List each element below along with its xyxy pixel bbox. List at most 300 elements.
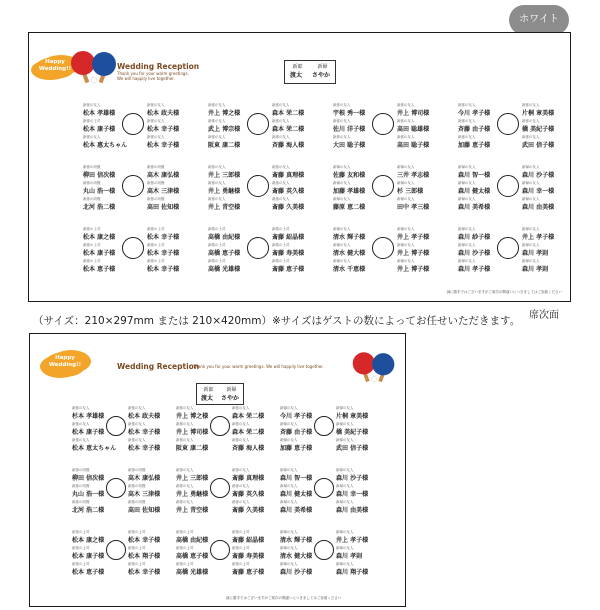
guest-relation: 新郎の友人	[272, 135, 290, 139]
guest-seat	[272, 165, 304, 179]
guest-name: 井上 三郎様	[208, 172, 241, 179]
guest-seat	[232, 422, 264, 436]
guest-relation: 新郎の友人	[458, 119, 476, 123]
guest-seat	[336, 422, 368, 436]
guest-seat	[336, 530, 368, 544]
guest-relation: 新郎の同僚	[128, 500, 146, 504]
guest-name: 斎藤 恵子様	[232, 569, 265, 576]
guest-seat	[397, 259, 429, 273]
guest-seat	[232, 468, 264, 482]
reception-title: Wedding Reception	[117, 62, 200, 71]
guest-name: 松本 幸子様	[128, 429, 161, 436]
guest-name: 井上 勇継様	[208, 188, 241, 195]
table-circle	[122, 237, 144, 259]
guest-name: 斎藤 英久様	[232, 491, 265, 498]
guest-name: 松本 政夫様	[147, 110, 180, 117]
guest-name: 斎藤 寿美様	[272, 250, 305, 257]
footer-note: 誠に勝手ではございますがご席次の間違いにつきましてはご容赦ください	[226, 596, 342, 600]
guest-relation: 新婦の友人	[336, 422, 354, 426]
guest-seat	[232, 530, 264, 544]
guest-name: 井上 孝子様	[397, 234, 430, 241]
guest-seat	[147, 197, 179, 211]
guest-relation: 新婦の友人	[336, 484, 354, 488]
guest-name: 松本 翔子様	[128, 553, 161, 560]
guest-seat	[458, 135, 490, 149]
guest-relation: 新郎の友人	[232, 484, 250, 488]
guest-seat	[280, 484, 312, 498]
guest-seat	[147, 243, 179, 257]
guest-relation: 新婦の友人	[522, 181, 540, 185]
guest-seat	[272, 119, 304, 133]
guest-relation: 新婦の友人	[397, 227, 415, 231]
guest-name: 森川 孝則	[522, 250, 549, 257]
guest-relation: 新婦の友人	[336, 546, 354, 550]
guest-name: 斎藤 恵子様	[272, 266, 305, 273]
guest-relation: 新郎の上司	[176, 562, 194, 566]
guest-seat	[522, 135, 554, 149]
guest-relation: 新婦の友人	[336, 438, 354, 442]
guest-seat	[458, 181, 490, 195]
guest-name: 斉藤 由子様	[458, 126, 491, 133]
thanks-message	[117, 72, 189, 82]
guest-name: 高橋 恵子様	[208, 250, 241, 257]
guest-name: 田中 孝三様	[397, 204, 430, 211]
guest-seat	[397, 197, 429, 211]
guest-relation: 新郎の友人	[272, 165, 290, 169]
guest-name: 高田 佐知様	[128, 507, 161, 514]
guest-seat	[83, 181, 115, 195]
guest-name: 松本 孝雄様	[83, 110, 116, 117]
guest-relation: 新郎の友人	[522, 119, 540, 123]
guest-name: 斎藤 紹晶様	[232, 537, 265, 544]
guest-seat	[176, 562, 208, 576]
guest-relation: 新婦の友人	[458, 197, 476, 201]
guest-name: 阪東 康二様	[176, 445, 209, 452]
guest-seat	[458, 103, 490, 117]
guest-seat	[522, 197, 554, 211]
guest-seat	[147, 165, 179, 179]
guest-relation: 新郎の上司	[72, 546, 90, 550]
guest-name: 斉藤 由子様	[280, 429, 313, 436]
guest-name: 佐川 洋子様	[333, 126, 366, 133]
guest-name: 阪東 康二様	[208, 142, 241, 149]
guest-relation: 新郎の上司	[232, 546, 250, 550]
guest-relation: 新婦の友人	[397, 243, 415, 247]
guest-relation: 新婦の友人	[458, 181, 476, 185]
guest-name: 高橋 恵子様	[176, 553, 209, 560]
guest-seat	[176, 530, 208, 544]
guest-seat	[458, 227, 490, 241]
guest-relation: 新婦の友人	[458, 165, 476, 169]
guest-relation: 新婦の友人	[280, 562, 298, 566]
guest-name: 柳田 信次様	[72, 475, 105, 482]
guest-seat	[83, 243, 115, 257]
guest-name: 松本 幸子様	[147, 142, 180, 149]
guest-seat	[72, 562, 104, 576]
guest-relation: 新郎の友人	[232, 438, 250, 442]
guest-seat	[522, 259, 548, 273]
guest-relation: 新郎の上司	[83, 243, 101, 247]
guest-seat	[272, 135, 304, 149]
guest-seat	[72, 484, 104, 498]
guest-name: 井上 孝子様	[522, 234, 555, 241]
guest-name: 高橋 由紀様	[208, 234, 241, 241]
guest-name: 井上 孝子様	[336, 537, 369, 544]
guest-seat	[176, 438, 208, 452]
guest-seat	[458, 165, 490, 179]
guest-seat	[72, 406, 104, 420]
guest-relation: 新婦の友人	[397, 259, 415, 263]
guest-relation: 新郎の同僚	[72, 500, 90, 504]
guest-relation: 新郎の上司	[147, 259, 165, 263]
guest-relation: 新郎の友人	[176, 468, 194, 472]
guest-name: 井上 青空様	[208, 204, 241, 211]
guest-name: 森川 沙子様	[280, 569, 313, 576]
guest-seat	[280, 422, 312, 436]
guest-seat	[208, 135, 240, 149]
guest-seat	[272, 103, 304, 117]
guest-seat	[336, 484, 368, 498]
guest-seat	[458, 119, 490, 133]
guest-relation: 新郎の友人	[397, 119, 415, 123]
guest-name: 松本 恵子様	[72, 569, 105, 576]
guest-relation: 新婦の友人	[522, 227, 540, 231]
guest-name: 松本 康之様	[83, 234, 116, 241]
guest-seat	[208, 259, 240, 273]
guest-seat	[280, 468, 312, 482]
guest-relation: 新郎の上司	[176, 546, 194, 550]
guest-relation: 新婦の友人	[397, 197, 415, 201]
guest-name: 大田 聡子様	[333, 142, 366, 149]
guest-seat	[176, 422, 208, 436]
guest-relation: 新郎の上司	[128, 530, 146, 534]
guest-relation: 新郎の友人	[333, 103, 351, 107]
guest-relation: 新郎の上司	[83, 259, 101, 263]
guest-relation: 新郎の上司	[72, 562, 90, 566]
guest-name: 井上 博子様	[397, 266, 430, 273]
guest-relation: 新郎の友人	[333, 119, 351, 123]
seating-side-label: 席次面	[529, 310, 559, 321]
table-circle	[106, 540, 126, 560]
guest-relation: 新郎の友人	[128, 406, 146, 410]
guest-name: 斉藤 海人様	[272, 142, 305, 149]
guest-seat	[272, 181, 304, 195]
guest-relation: 新婦の友人	[522, 243, 540, 247]
couple-box	[196, 383, 244, 405]
guest-relation: 新郎の上司	[208, 243, 226, 247]
guest-seat	[458, 259, 490, 273]
guest-seat	[397, 103, 429, 117]
guest-name: 松本 康子様	[72, 553, 105, 560]
guest-seat	[208, 227, 240, 241]
guest-relation: 新婦の友人	[280, 500, 298, 504]
guest-seat	[83, 197, 115, 211]
guest-seat	[232, 546, 264, 560]
ping-pong-paddles-icon	[349, 348, 399, 392]
thanks-message: Thank you for your warm greetings. We will happily live together.	[193, 364, 324, 369]
guest-seat	[208, 165, 240, 179]
guest-seat	[176, 468, 208, 482]
table-circle	[210, 540, 230, 560]
guest-relation: 新郎の友人	[208, 197, 226, 201]
guest-name: 森川 美希様	[458, 204, 491, 211]
guest-name: 井上 博子様	[397, 250, 430, 257]
guest-relation: 新郎の同僚	[128, 468, 146, 472]
guest-relation: 新婦の友人	[280, 546, 298, 550]
guest-seat	[83, 165, 115, 179]
guest-name: 井上 博之様	[208, 110, 241, 117]
guest-name: 井上 博之様	[176, 413, 209, 420]
guest-relation: 新郎の上司	[147, 227, 165, 231]
guest-relation: 新婦の友人	[280, 468, 298, 472]
guest-relation: 新婦の友人	[522, 165, 540, 169]
table-circle	[247, 237, 269, 259]
guest-name: 清水 輝子様	[333, 234, 366, 241]
guest-seat	[522, 119, 554, 133]
table-circle	[122, 113, 144, 135]
guest-relation: 新婦の友人	[280, 438, 298, 442]
guest-name: 北河 浩二様	[83, 204, 116, 211]
guest-seat	[176, 500, 208, 514]
guest-seat	[147, 227, 179, 241]
guest-name: 橋 美紀子様	[522, 126, 555, 133]
guest-relation: 新郎の友人	[176, 438, 194, 442]
guest-name: 森川 沙子様	[336, 475, 369, 482]
bride-label: 新婦	[317, 64, 328, 70]
guest-seat	[280, 562, 312, 576]
guest-name: 森川 沙子様	[458, 250, 491, 257]
guest-relation: 新郎の友人	[272, 103, 290, 107]
guest-seat	[333, 165, 365, 179]
guest-seat	[336, 438, 368, 452]
guest-relation: 新郎の友人	[208, 119, 226, 123]
guest-name: 杉本 孝雄様	[72, 413, 105, 420]
guest-relation: 新郎の友人	[397, 103, 415, 107]
guest-name: 北河 浩二様	[72, 507, 105, 514]
guest-name: 森川 紗子様	[458, 234, 491, 241]
table-circle	[106, 478, 126, 498]
guest-seat	[72, 422, 104, 436]
guest-name: 高田 佐知様	[147, 204, 180, 211]
guest-relation: 新郎の上司	[232, 562, 250, 566]
wedding-label: Wedding!!	[48, 361, 82, 368]
guest-seat	[522, 243, 548, 257]
guest-relation: 新郎の同僚	[72, 468, 90, 472]
guest-name: 藤原 恵二様	[333, 204, 366, 211]
guest-seat	[128, 500, 160, 514]
guest-relation: 新郎の上司	[83, 227, 101, 231]
guest-relation: 新郎の友人	[232, 406, 250, 410]
guest-seat	[208, 197, 240, 211]
guest-name: 井上 勇継様	[176, 491, 209, 498]
table-circle	[497, 175, 519, 197]
color-badge: ホワイト	[509, 5, 569, 35]
seating-chart-portrait	[29, 333, 406, 607]
guest-seat	[147, 135, 179, 149]
guest-relation: 新郎の友人	[397, 135, 415, 139]
guest-name: 柳田 信次様	[83, 172, 116, 179]
table-circle	[122, 175, 144, 197]
guest-name: 武田 信子様	[336, 445, 369, 452]
guest-relation: 新郎の友人	[83, 135, 101, 139]
guest-relation: 新婦の友人	[333, 227, 351, 231]
guest-seat	[232, 438, 264, 452]
guest-relation: 新郎の友人	[458, 103, 476, 107]
guest-name: 斉藤 海人様	[232, 445, 265, 452]
groom-name: 渡太	[289, 72, 302, 79]
guest-seat	[272, 227, 304, 241]
guest-relation: 新郎の上司	[72, 530, 90, 534]
guest-relation: 新婦の友人	[458, 259, 476, 263]
guest-name: 清水 健大様	[333, 250, 366, 257]
guest-name: 杉 三郎様	[397, 188, 424, 195]
guest-relation: 新婦の友人	[397, 181, 415, 185]
guest-seat	[83, 259, 115, 273]
guest-seat	[83, 135, 127, 149]
guest-relation: 新郎の友人	[208, 103, 226, 107]
guest-name: 井上 博司様	[176, 429, 209, 436]
guest-name: 加藤 恵子様	[458, 142, 491, 149]
guest-name: 高木 康弘様	[147, 172, 180, 179]
table-circle	[314, 540, 334, 560]
guest-relation: 新郎の上司	[232, 530, 250, 534]
guest-relation: 新郎の同僚	[83, 197, 101, 201]
guest-seat	[232, 484, 264, 498]
guest-name: 森川 孝則	[522, 266, 549, 273]
guest-seat	[333, 181, 365, 195]
guest-seat	[272, 197, 304, 211]
guest-seat	[522, 227, 554, 241]
guest-relation: 新郎の同僚	[147, 181, 165, 185]
guest-name: 武田 信子様	[522, 142, 555, 149]
guest-relation: 新郎の上司	[208, 227, 226, 231]
guest-seat	[397, 243, 429, 257]
guest-seat	[72, 438, 116, 452]
guest-relation: 新婦の友人	[397, 165, 415, 169]
guest-name: 森川 孝子様	[458, 266, 491, 273]
guest-name: 斎藤 真理様	[272, 172, 305, 179]
guest-name: 森川 智一様	[458, 172, 491, 179]
guest-relation: 新郎の友人	[522, 103, 540, 107]
guest-seat	[333, 259, 365, 273]
guest-name: 井上 博司様	[397, 110, 430, 117]
thanks-line-1: Thank you for your warm greetings.	[117, 71, 189, 76]
guest-seat	[336, 406, 368, 420]
table-circle	[372, 113, 394, 135]
guest-seat	[336, 468, 368, 482]
guest-name: 加藤 恵子様	[280, 445, 313, 452]
guest-seat	[280, 500, 312, 514]
guest-name: 高橋 由紀様	[176, 537, 209, 544]
guest-name: 森川 由美様	[336, 507, 369, 514]
guest-seat	[176, 484, 208, 498]
seating-chart-landscape	[28, 32, 571, 302]
guest-name: 片桐 章美様	[336, 413, 369, 420]
guest-seat	[83, 119, 115, 133]
guest-relation: 新婦の友人	[336, 468, 354, 472]
happy-label: Happy	[55, 355, 75, 361]
guest-relation: 新郎の友人	[128, 422, 146, 426]
guest-name: 松本 幸子様	[128, 569, 161, 576]
table-circle	[372, 237, 394, 259]
guest-name: 松本 康子様	[83, 126, 116, 133]
guest-relation: 新郎の友人	[208, 135, 226, 139]
guest-seat	[128, 484, 160, 498]
happy-label: Happy	[45, 59, 65, 65]
guest-name: 丸山 浩一様	[72, 491, 105, 498]
guest-relation: 新婦の友人	[280, 422, 298, 426]
guest-name: 丸山 浩一様	[83, 188, 116, 195]
guest-name: 森川 孝則	[336, 553, 363, 560]
guest-relation: 新郎の上司	[272, 243, 290, 247]
guest-seat	[333, 243, 365, 257]
guest-seat	[333, 119, 365, 133]
guest-seat	[280, 438, 312, 452]
guest-name: 森川 翔子様	[336, 569, 369, 576]
guest-seat	[147, 259, 179, 273]
groom-name: 渡太	[200, 395, 213, 402]
table-circle	[106, 416, 126, 436]
guest-relation: 新郎の友人	[72, 406, 90, 410]
guest-relation: 新郎の友人	[176, 406, 194, 410]
guest-relation: 新郎の上司	[272, 259, 290, 263]
guest-relation: 新郎の友人	[458, 135, 476, 139]
guest-relation: 新郎の友人	[232, 468, 250, 472]
guest-seat	[272, 243, 304, 257]
guest-name: 武上 博宗様	[208, 126, 241, 133]
guest-seat	[458, 197, 490, 211]
guest-name: 橋 美紀子様	[336, 429, 369, 436]
guest-relation: 新郎の友人	[522, 135, 540, 139]
reception-title: Wedding Reception	[117, 362, 200, 371]
bride-name: さやか	[311, 72, 330, 79]
guest-seat	[72, 468, 104, 482]
guest-name: 松本 幸子様	[147, 126, 180, 133]
guest-relation: 新郎の上司	[176, 530, 194, 534]
guest-name: 高田 聡子様	[397, 142, 430, 149]
guest-relation: 新郎の友人	[272, 119, 290, 123]
guest-name: 松本 惠太ちゃん	[83, 142, 128, 149]
guest-name: 高木 三津様	[147, 188, 180, 195]
happy-wedding-cloud	[44, 352, 86, 377]
guest-relation: 新郎の友人	[176, 422, 194, 426]
guest-relation: 新郎の友人	[232, 422, 250, 426]
guest-name: 斎藤 真理様	[232, 475, 265, 482]
guest-name: 斎藤 久美様	[272, 204, 305, 211]
guest-seat	[232, 406, 264, 420]
guest-name: 高橋 光雄様	[208, 266, 241, 273]
guest-relation: 新婦の友人	[280, 406, 298, 410]
guest-relation: 新郎の友人	[147, 103, 165, 107]
guest-seat	[397, 181, 423, 195]
guest-relation: 新郎の友人	[232, 500, 250, 504]
guest-name: 森川 智一様	[280, 475, 313, 482]
guest-relation: 新婦の友人	[333, 197, 351, 201]
guest-name: 森本 栄二様	[232, 429, 265, 436]
guest-seat	[208, 181, 240, 195]
couple-box	[284, 60, 336, 84]
guest-name: 松本 康之様	[72, 537, 105, 544]
guest-relation: 新婦の友人	[333, 165, 351, 169]
guest-name: 今川 孝子様	[458, 110, 491, 117]
guest-name: 松本 政夫様	[128, 413, 161, 420]
table-circle	[210, 416, 230, 436]
bride-name: さやか	[220, 395, 239, 402]
guest-name: 松本 幸子様	[128, 445, 161, 452]
guest-relation: 新郎の同僚	[83, 165, 101, 169]
bride-label: 新婦	[226, 387, 237, 393]
guest-relation: 新郎の上司	[272, 227, 290, 231]
